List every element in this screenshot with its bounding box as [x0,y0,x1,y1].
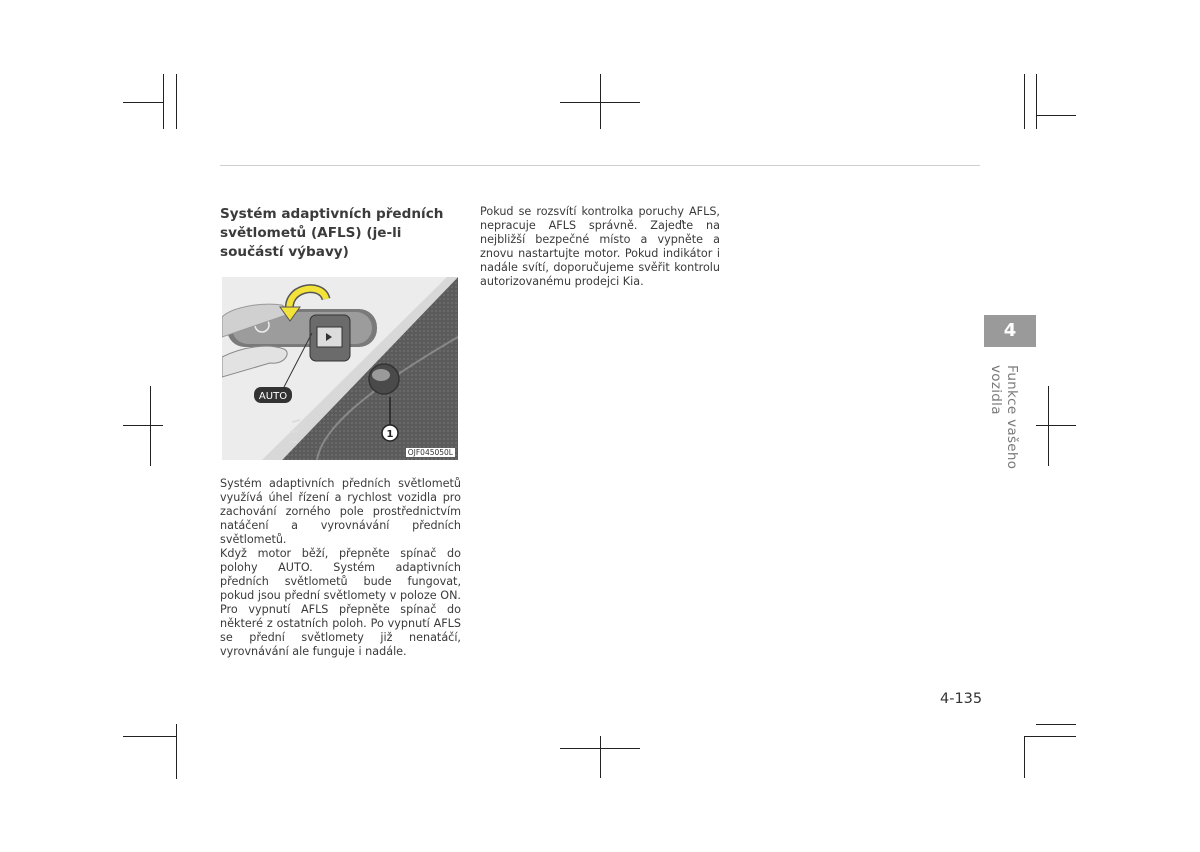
crop-mark [1024,736,1025,778]
chapter-label: Funkce vašeho vozidla [988,365,1020,470]
headlight-switch-figure [222,277,458,460]
paragraph: Pokud se rozsvítí kontrolka poruchy AFLS, nepracuje AFLS správně. Zajeďte na nejbližší bezpečné místo a vypněte a znovu nastartujte motor. Pokud indikátor i nadále svítí, doporučujeme svěřit kontrolu autorizovanému prodejci Kia. [480,205,720,288]
right-column-text [480,205,720,289]
crop-mark [150,386,151,466]
crop-mark [176,74,177,129]
chapter-tab: 4 [984,315,1036,347]
section-heading: Systém adaptivních předních světlometů (AFLS) (je-li součástí výbavy) [220,206,444,260]
crop-mark [123,102,163,103]
crop-mark [1024,736,1076,737]
crop-mark [600,74,601,129]
crop-mark [600,736,601,778]
left-column-text [220,477,461,659]
headlight-switch-illustration [222,277,458,460]
crop-mark [123,736,176,737]
paragraph: Systém adaptivních předních světlometů využívá úhel řízení a rychlost vozidla pro zachování zorného pole prostřednictvím natáčení a vyrovnávání předních světlometů. [220,477,461,546]
crop-mark [1024,74,1025,129]
callout-number: 1 [386,429,394,440]
header-rule [220,165,980,166]
crop-mark [1036,425,1076,426]
crop-mark [1036,74,1037,129]
crop-mark [176,724,177,779]
auto-label: AUTO [258,391,288,402]
figure-code: OJF045050L [407,448,453,457]
paragraph: Když motor běží, přepněte spínač do polohy AUTO. Systém adaptivních předních světlometů bude fungovat, pokud jsou přední světlomety v poloze ON. Pro vypnutí AFLS přepněte spínač do některé z ostatních poloh. Po vypnutí AFLS se přední světlomety již nenatáčí, vyrovnávání ale funguje i nadále. [220,547,461,658]
page-number: 4-135 [940,691,983,707]
crop-mark [163,74,164,129]
crop-mark [123,425,163,426]
crop-mark [1036,724,1076,725]
crop-mark [1036,115,1076,116]
crop-mark [1048,386,1049,466]
